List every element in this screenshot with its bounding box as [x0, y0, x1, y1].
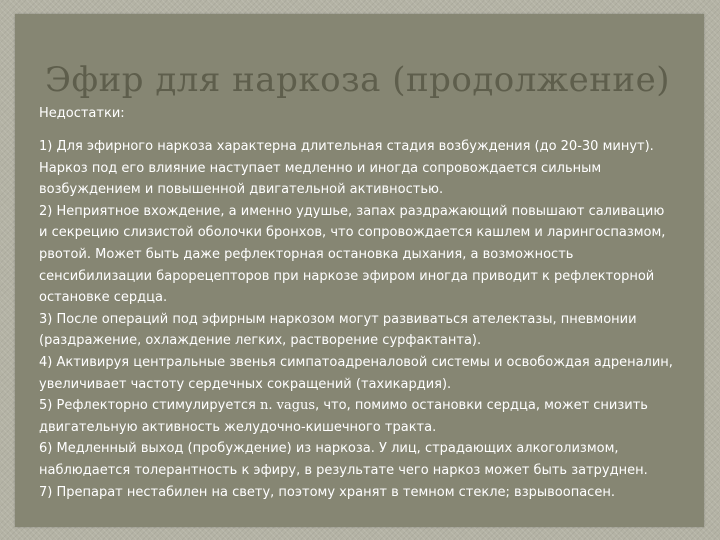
body-line: сенсибилизации барорецепторов при наркозе эфиром иногда приводит к рефлекторной: [39, 268, 655, 284]
body-line: наблюдается толерантность к эфиру, в результате чего наркоз может быть затруднен.: [39, 462, 648, 478]
body-line: [39, 395, 684, 417]
body-line: Наркоз под его влияние наступает медленно и иногда сопровождается сильным: [39, 160, 602, 176]
slide-body: [39, 136, 684, 503]
body-line: рвотой. Может быть даже рефлекторная остановка дыхания, а возможность: [39, 246, 574, 262]
body-line-text: , что, помимо остановки сердца, может снизить: [315, 398, 648, 414]
body-line: двигательную активность желудочно-кишечного тракта.: [39, 419, 437, 435]
body-line: 4) Активируя центральные звенья симпатоадреналовой системы и освобождая адреналин,: [39, 354, 673, 370]
body-line: и секрецию слизистой оболочки бронхов, что сопровождается кашлем и ларингоспазмом,: [39, 225, 666, 241]
body-line: увеличивает частоту сердечных сокращений (тахикардия).: [39, 376, 452, 392]
body-line: 6) Медленный выход (пробуждение) из наркоза. У лиц, страдающих алкоголизмом,: [39, 441, 619, 457]
nerve-term: n. vagus: [260, 398, 316, 414]
body-line: (раздражение, охлаждение легких, растворение сурфактанта).: [39, 333, 482, 349]
body-line: 7) Препарат нестабилен на свету, поэтому хранят в темном стекле; взрывоопасен.: [39, 484, 615, 500]
slide-subtitle: Недостатки:: [39, 106, 125, 121]
body-line: 2) Неприятное вхождение, а именно удушье, запах раздражающий повышают саливацию: [39, 203, 665, 219]
body-line: возбуждением и повышенной двигательной активностью.: [39, 182, 444, 198]
body-line: остановке сердца.: [39, 290, 168, 306]
body-line-text: 5) Рефлекторно стимулируется: [39, 398, 260, 414]
slide-title: Эфир для наркоза (продолжение): [45, 60, 670, 100]
body-line: 3) После операций под эфирным наркозом могут развиваться ателектазы, пневмонии: [39, 311, 637, 327]
body-line: 1) Для эфирного наркоза характерна длительная стадия возбуждения (до 20-30 минут).: [39, 139, 654, 154]
